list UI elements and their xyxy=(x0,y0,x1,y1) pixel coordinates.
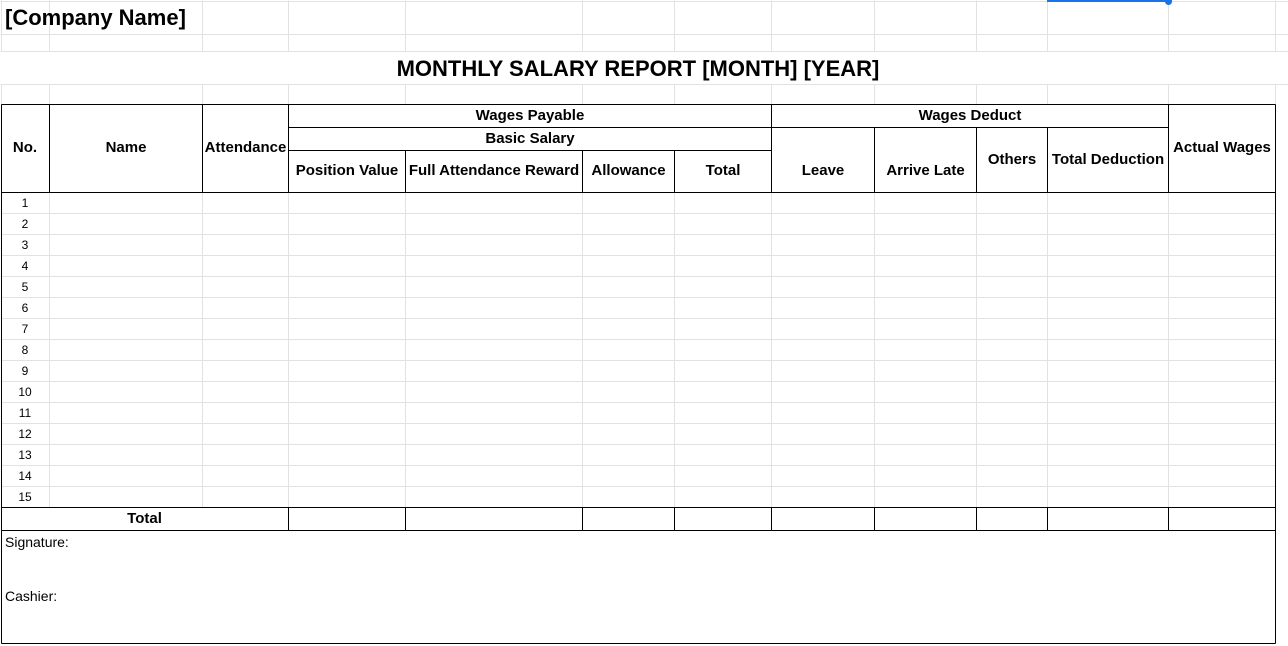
header-leave[interactable]: Leave xyxy=(801,162,845,179)
header-total-deduction[interactable]: Total Deduction xyxy=(1051,151,1165,168)
signature-label[interactable]: Signature: xyxy=(5,534,69,550)
header-arrive-late[interactable]: Arrive Late xyxy=(886,162,965,179)
row-number[interactable]: 12 xyxy=(18,427,32,441)
cashier-label[interactable]: Cashier: xyxy=(5,588,58,604)
header-others[interactable]: Others xyxy=(987,151,1037,168)
row-number[interactable]: 3 xyxy=(21,238,29,252)
row-number[interactable]: 14 xyxy=(18,469,32,483)
header-attendance[interactable]: Attendance xyxy=(204,139,287,156)
row-number[interactable]: 1 xyxy=(21,196,29,210)
selection-fill-handle[interactable] xyxy=(1165,0,1172,5)
row-number[interactable]: 5 xyxy=(21,280,29,294)
header-total[interactable]: Total xyxy=(705,162,741,179)
header-basic-salary[interactable]: Basic Salary xyxy=(485,130,575,147)
header-no[interactable]: No. xyxy=(12,139,38,156)
header-position-value[interactable]: Position Value xyxy=(295,162,399,179)
row-number[interactable]: 2 xyxy=(21,217,29,231)
header-allowance[interactable]: Allowance xyxy=(591,162,666,179)
row-number[interactable]: 15 xyxy=(18,490,32,504)
cell-selection-indicator[interactable] xyxy=(1047,0,1168,2)
header-name[interactable]: Name xyxy=(105,139,147,156)
report-title-cell[interactable]: MONTHLY SALARY REPORT [MONTH] [YEAR] xyxy=(396,56,880,81)
row-number[interactable]: 13 xyxy=(18,448,32,462)
company-name-cell[interactable]: [Company Name] xyxy=(5,5,186,30)
header-actual-wages[interactable]: Actual Wages xyxy=(1173,139,1271,156)
header-wages-deduct[interactable]: Wages Deduct xyxy=(918,107,1022,124)
row-number[interactable]: 11 xyxy=(18,406,32,420)
row-number[interactable]: 10 xyxy=(18,385,32,399)
row-number[interactable]: 4 xyxy=(21,259,29,273)
row-number[interactable]: 6 xyxy=(21,301,29,315)
row-number[interactable]: 7 xyxy=(21,322,29,336)
row-number[interactable]: 8 xyxy=(21,343,29,357)
header-wages-payable[interactable]: Wages Payable xyxy=(475,107,585,124)
header-full-attendance-reward[interactable]: Full Attendance Reward xyxy=(408,162,580,179)
total-row-label[interactable]: Total xyxy=(127,510,162,527)
row-number[interactable]: 9 xyxy=(21,364,29,378)
